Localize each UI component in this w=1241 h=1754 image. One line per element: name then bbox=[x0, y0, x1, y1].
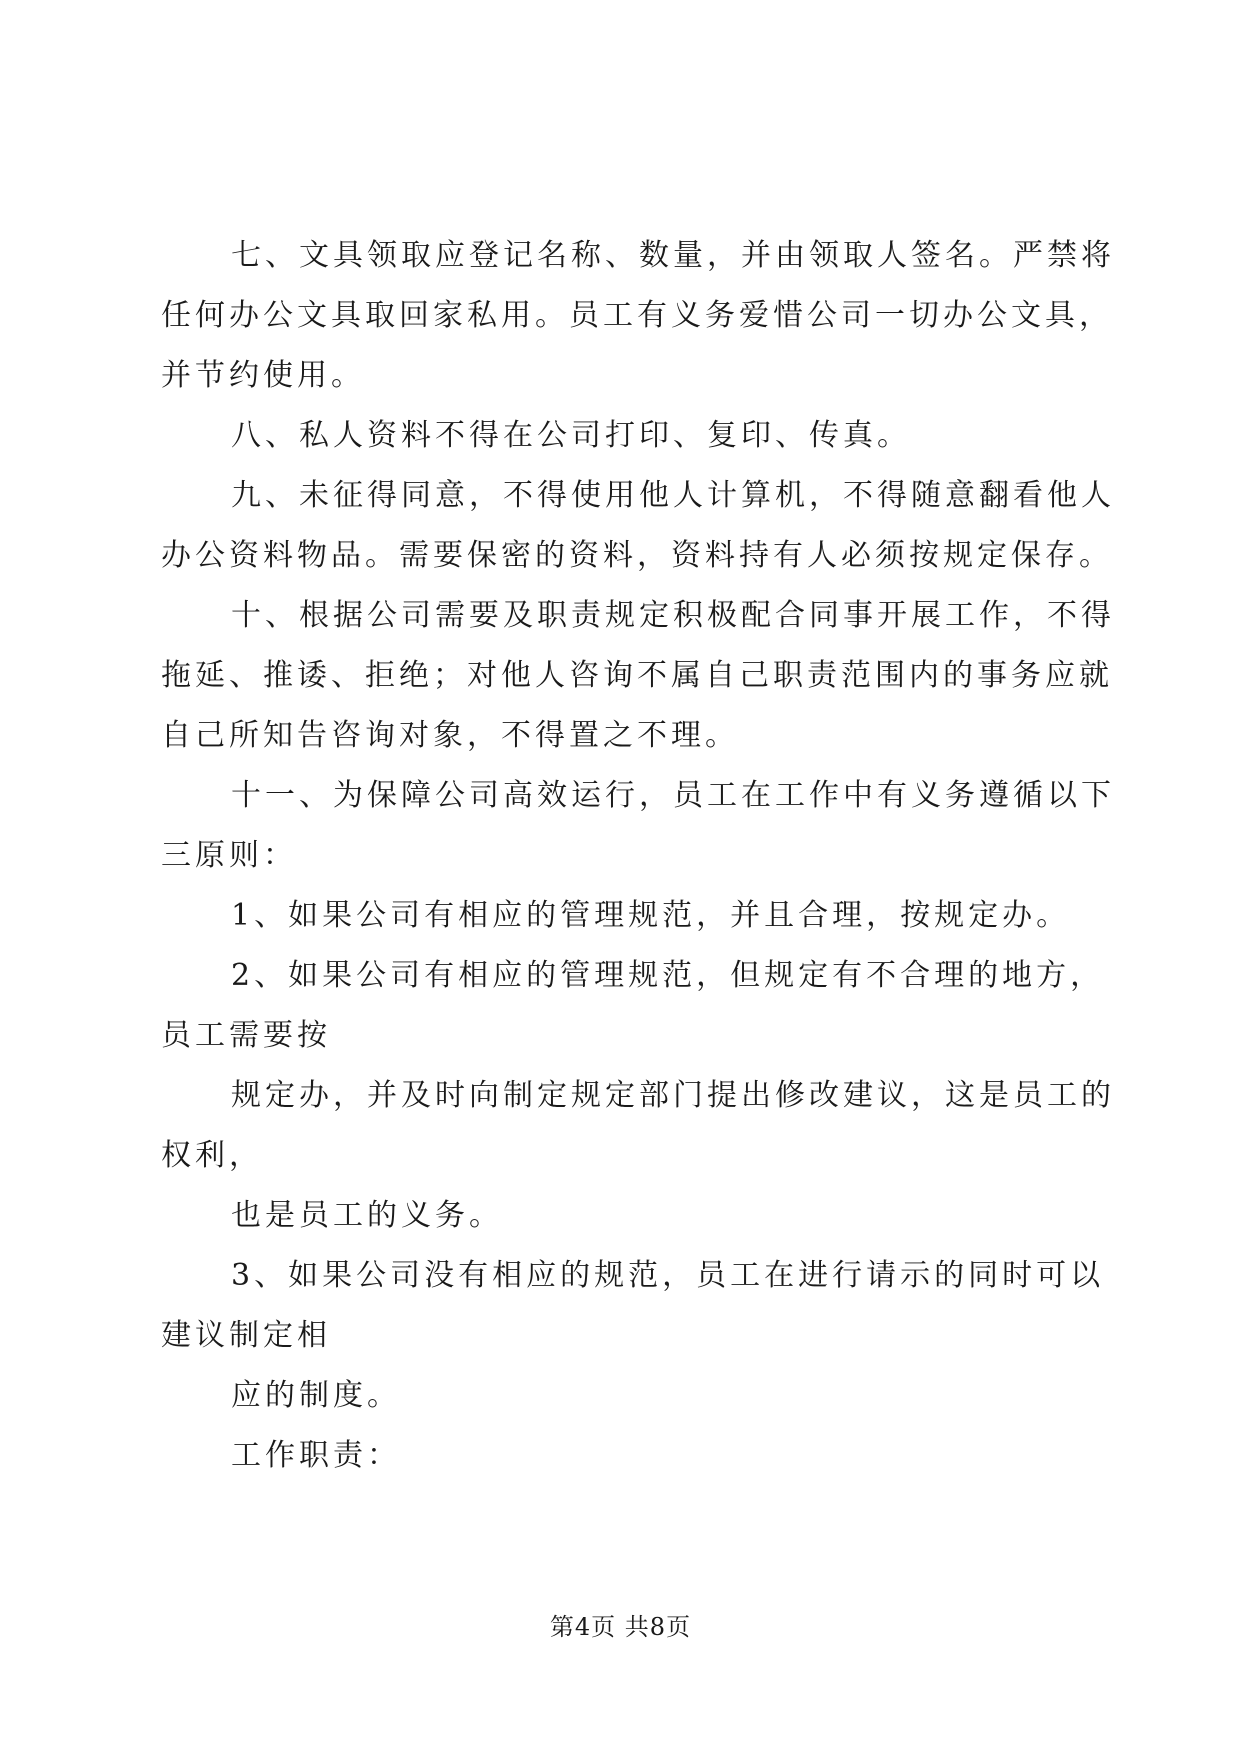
page-number-footer: 第4页 共8页 bbox=[549, 1613, 692, 1641]
paragraph-line: 也是员工的义务。 bbox=[231, 1198, 503, 1233]
paragraph-line: 七、文具领取应登记名称、数量，并由领取人签名。严禁将 bbox=[231, 238, 1115, 273]
paragraph-line: 并节约使用。 bbox=[161, 358, 365, 393]
paragraph-line: 十一、为保障公司高效运行，员工在工作中有义务遵循以下 bbox=[231, 778, 1115, 813]
paragraph-line: 建议制定相 bbox=[161, 1318, 331, 1353]
paragraph-line: 拖延、推诿、拒绝；对他人咨询不属自己职责范围内的事务应就 bbox=[161, 658, 1113, 693]
paragraph-line: 规定办，并及时向制定规定部门提出修改建议，这是员工的 bbox=[231, 1078, 1115, 1113]
paragraph-line: 十、根据公司需要及职责规定积极配合同事开展工作，不得 bbox=[231, 598, 1115, 633]
paragraph-line: 2、如果公司有相应的管理规范，但规定有不合理的地方， bbox=[231, 958, 1105, 993]
paragraph-line: 应的制度。 bbox=[231, 1378, 401, 1413]
paragraph-line: 九、未征得同意，不得使用他人计算机，不得随意翻看他人 bbox=[231, 478, 1115, 513]
paragraph-line: 三原则： bbox=[161, 838, 297, 873]
paragraph-line: 权利， bbox=[161, 1138, 263, 1173]
paragraph-line: 员工需要按 bbox=[161, 1018, 331, 1053]
paragraph-line: 3、如果公司没有相应的规范，员工在进行请示的同时可以 bbox=[231, 1258, 1105, 1293]
paragraph-line: 办公资料物品。需要保密的资料，资料持有人必须按规定保存。 bbox=[161, 538, 1113, 573]
document-body bbox=[161, 226, 1115, 1486]
paragraph-line: 任何办公文具取回家私用。员工有义务爱惜公司一切办公文具， bbox=[161, 298, 1113, 333]
paragraph-line: 自己所知告咨询对象，不得置之不理。 bbox=[161, 718, 739, 753]
section-heading: 工作职责： bbox=[231, 1438, 401, 1473]
paragraph-line: 1、如果公司有相应的管理规范，并且合理，按规定办。 bbox=[231, 898, 1071, 933]
paragraph-line: 八、私人资料不得在公司打印、复印、传真。 bbox=[231, 418, 911, 453]
